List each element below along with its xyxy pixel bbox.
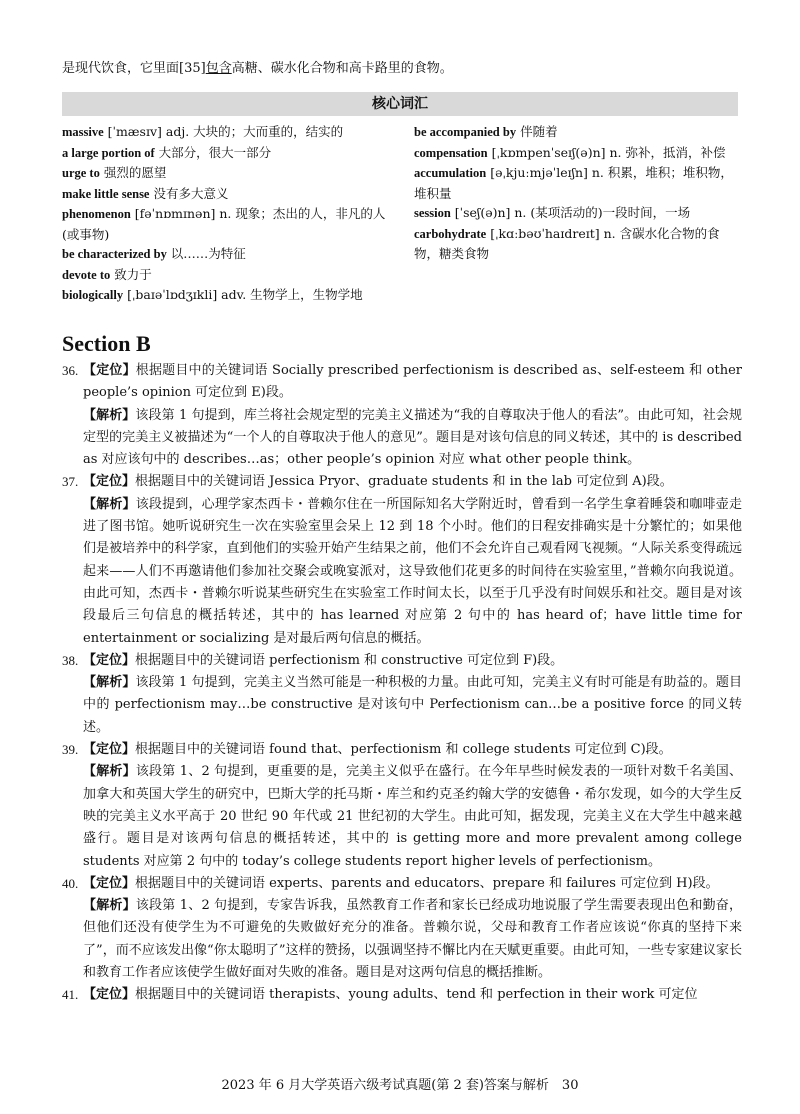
question-number: 41. bbox=[62, 987, 79, 1003]
locate-tag: 【定位】 bbox=[83, 474, 136, 490]
question-41 bbox=[62, 984, 742, 1006]
locate-text: 根据题目中的关键词语 found that、perfectionism 和 college students 可定位到 C)段。 bbox=[135, 742, 672, 758]
vocab-entry bbox=[414, 122, 738, 143]
question-number: 36. bbox=[62, 363, 79, 378]
vocab-definition: 强烈的愿望 bbox=[99, 165, 167, 180]
locate-tag: 【定位】 bbox=[83, 652, 136, 668]
vocab-definition: 以……为特征 bbox=[166, 246, 246, 261]
vocab-entry bbox=[62, 122, 392, 143]
vocab-definition: 大部分，很大一部分 bbox=[154, 144, 272, 160]
question-36 bbox=[62, 360, 742, 471]
vocab-term: make little sense bbox=[62, 186, 150, 201]
locate-paragraph bbox=[62, 360, 742, 405]
intro-underlined-word: 包含 bbox=[205, 61, 232, 76]
intro-line bbox=[62, 58, 742, 80]
vocab-term: phenomenon bbox=[62, 207, 131, 221]
vocab-entry bbox=[62, 265, 392, 286]
vocab-entry bbox=[414, 163, 738, 203]
locate-paragraph bbox=[62, 471, 742, 493]
analysis-tag: 【解析】 bbox=[83, 407, 136, 423]
vocab-definition: [əˌkjuːmjəˈleɪʃn] n. 积累，堆积；堆积物，堆积量 bbox=[414, 165, 733, 201]
vocab-term: be accompanied by bbox=[414, 125, 517, 139]
question-number: 37. bbox=[62, 474, 79, 490]
locate-text: 根据题目中的关键词语 therapists、young adults、tend 和 perfection in their work 可定位 bbox=[135, 987, 698, 1003]
section-title: Section B bbox=[62, 331, 151, 356]
analysis-paragraph bbox=[62, 761, 742, 872]
locate-text: 根据题目中的关键词语 experts、parents and educators、prepare 和 failures 可定位到 H)段。 bbox=[135, 875, 719, 891]
vocab-definition: [ˈseʃ(ə)n] n. (某项活动的)一段时间，一场 bbox=[450, 205, 691, 220]
intro-text-before: 是现代饮食，它里面[35] bbox=[62, 61, 206, 76]
analysis-text: 该段提到，心理学家杰西卡・普赖尔住在一所国际知名大学附近时，曾看到一名学生拿着睡袋和咖啡壶走进了图书馆。她听说研究生一次在实验室里会呆上 12 到 18 个小时。他们的日程安排确实是十分繁忙的；如果他们是被培养中的科学家，直到他们的实验开始产生结果之前，他们不会允许自己观看网飞视频。“人际关系变得疏远起来——人们不再邀请他们参加社交聚会或晚宴派对，这导致他们花更多的时间待在实验室里，”普赖尔向我说道。由此可知，杰西卡・普赖尔听说某些研究生在实验室工作时间太长，以至于几乎没有时间娱乐和社交。题目是对该段最后三句信息的概括转述，其中的 has learned 对应第 2 句中的 has heard of；have little time for entertainment or socializing 是对最后两句信息的概括。 bbox=[83, 496, 742, 646]
vocab-entry bbox=[414, 203, 738, 224]
page-footer: 2023 年 6 月大学英语六级考试真题(第 2 套)答案与解析 30 bbox=[221, 1078, 579, 1093]
vocab-entry bbox=[62, 184, 392, 205]
locate-tag: 【定位】 bbox=[83, 875, 136, 891]
vocab-entry bbox=[62, 204, 392, 244]
locate-text: 根据题目中的关键词语 Jessica Pryor、graduate students 和 in the lab 可定位到 A)段。 bbox=[135, 474, 673, 490]
analysis-paragraph bbox=[62, 672, 742, 739]
vocab-term: accumulation bbox=[414, 166, 487, 180]
locate-text: 根据题目中的关键词语 perfectionism 和 constructive 可定位到 F)段。 bbox=[135, 652, 564, 668]
question-39 bbox=[62, 739, 742, 873]
vocab-definition: [ˌbaɪəˈlɒdʒɪkli] adv. 生物学上，生物学地 bbox=[123, 287, 363, 302]
analysis-tag: 【解析】 bbox=[83, 764, 136, 780]
vocab-definition: [ˈmæsɪv] adj. 大块的；大而重的，结实的 bbox=[103, 124, 344, 139]
vocab-definition: 致力于 bbox=[110, 266, 152, 282]
question-list bbox=[62, 360, 742, 1007]
vocab-entry bbox=[62, 244, 392, 265]
analysis-tag: 【解析】 bbox=[83, 496, 136, 512]
analysis-tag: 【解析】 bbox=[83, 675, 136, 691]
analysis-text: 该段第 1 句提到，库兰将社会规定型的完美主义描述为“我的自尊取决于他人的看法”。由此可知，社会规定型的完美主义被描述为“一个人的自尊取决于他人的意见”。题目是对该句信息的同义转述，其中的 is described as 对应该句中的 describes…as；other people’s opinion 对应 what other people think。 bbox=[83, 407, 742, 468]
question-38 bbox=[62, 650, 742, 739]
question-40 bbox=[62, 873, 742, 984]
vocab-definition: [ˌkɑːbəʊˈhaɪdreɪt] n. 含碳水化合物的食物，糖类食物 bbox=[414, 225, 720, 261]
analysis-paragraph bbox=[62, 494, 742, 650]
vocab-term: a large portion of bbox=[62, 145, 155, 160]
vocab-column-right bbox=[414, 122, 738, 264]
vocab-term: massive bbox=[62, 125, 104, 139]
analysis-text: 该段第 1、2 句提到，专家告诉我，虽然教育工作者和家长已经成功地说服了学生需要表现出色和勤奋，但他们还没有使学生为不可避免的失败做好充分的准备。普赖尔说，父母和教育工作者应该说“你真的坚持下来了”，而不应该发出像“你太聪明了”这样的赞扬，以强调坚持不懈比内在天赋更重要。由此可知，一些专家建议家长和教育工作者应该使学生做好面对失败的准备。题目是对这两句信息的概括推断。 bbox=[83, 898, 742, 981]
vocab-definition: 没有多大意义 bbox=[149, 185, 229, 201]
vocab-term: biologically bbox=[62, 288, 124, 302]
analysis-paragraph bbox=[62, 405, 742, 472]
locate-tag: 【定位】 bbox=[83, 742, 136, 758]
analysis-text: 该段第 1、2 句提到，更重要的是，完美主义似乎在盛行。在今年早些时候发表的一项针对数千名美国、加拿大和英国大学生的研究中，巴斯大学的托马斯・库兰和约克圣约翰大学的安德鲁・希尔发现，如今的大学生反映的完美主义水平高于 20 世纪 90 年代或 21 世纪初的大学生。由此可知，据发现，完美主义在大学生中越来越盛行。题目是对该两句信息的概括转述，其中的 is getting more and more prevalent among college students 对应第 2 句中的 today’s college students report higher levels of perfectionism。 bbox=[83, 764, 742, 869]
vocab-entry bbox=[414, 143, 738, 164]
locate-tag: 【定位】 bbox=[83, 987, 136, 1003]
locate-paragraph bbox=[62, 873, 742, 895]
vocab-definition: [fəˈnɒmɪnən] n. 现象；杰出的人，非凡的人(或事物) bbox=[62, 206, 386, 242]
vocab-header-bar: 核心词汇 bbox=[62, 92, 738, 116]
vocab-term: session bbox=[414, 206, 451, 220]
vocab-term: devote to bbox=[62, 267, 111, 282]
vocab-entry bbox=[62, 163, 392, 184]
analysis-paragraph bbox=[62, 895, 742, 984]
vocab-definition: [ˌkɒmpenˈseɪʃ(ə)n] n. 弥补，抵消，补偿 bbox=[487, 144, 726, 160]
vocab-term: be characterized by bbox=[62, 247, 167, 261]
analysis-text: 该段第 1 句提到，完美主义当然可能是一种积极的力量。由此可知，完美主义有时可能是有助益的。题目中的 perfectionism may…be constructive 是对该句中 Perfectionism can…be a positive force 的同义转述。 bbox=[83, 675, 742, 735]
locate-paragraph bbox=[62, 984, 742, 1006]
intro-text-after: 高糖、碳水化合物和高卡路里的食物。 bbox=[231, 61, 453, 76]
vocab-column-left bbox=[62, 122, 392, 306]
analysis-tag: 【解析】 bbox=[83, 898, 136, 914]
vocab-definition: 伴随着 bbox=[516, 124, 558, 139]
locate-tag: 【定位】 bbox=[83, 363, 136, 378]
vocab-entry bbox=[414, 224, 738, 264]
vocab-term: urge to bbox=[62, 166, 100, 180]
question-number: 40. bbox=[62, 875, 79, 891]
vocab-entry bbox=[62, 143, 392, 164]
question-number: 38. bbox=[62, 652, 79, 668]
vocab-entry bbox=[62, 285, 392, 306]
locate-paragraph bbox=[62, 739, 742, 761]
locate-text: 根据题目中的关键词语 Socially prescribed perfectionism is described as、self-esteem 和 other people’s opinion 可定位到 E)段。 bbox=[83, 363, 742, 401]
question-number: 39. bbox=[62, 742, 79, 758]
question-37 bbox=[62, 471, 742, 649]
vocab-term: carbohydrate bbox=[414, 226, 487, 241]
vocab-term: compensation bbox=[414, 145, 488, 160]
locate-paragraph bbox=[62, 650, 742, 672]
